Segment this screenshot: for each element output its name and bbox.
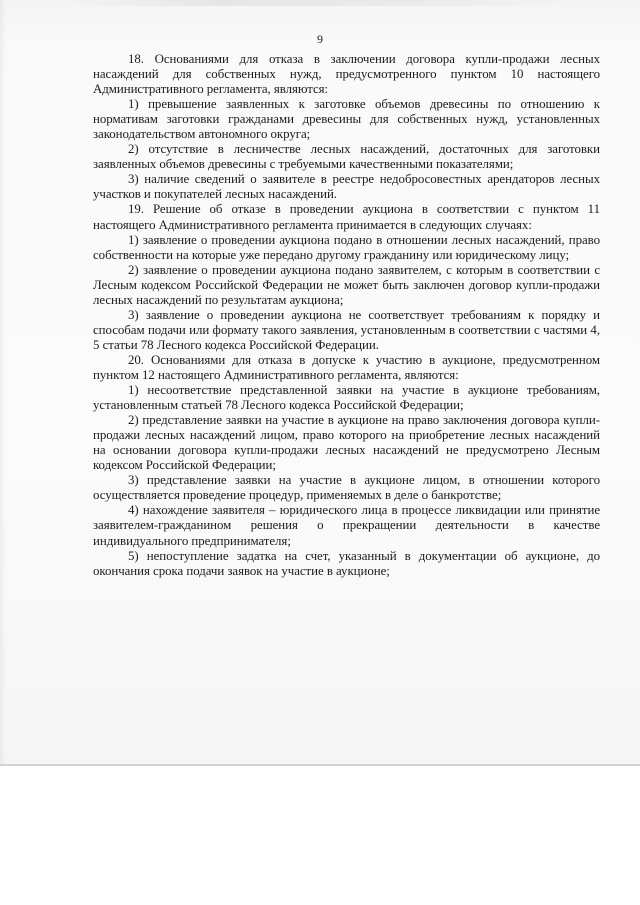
clause-19-intro: 19. Решение об отказе в проведении аукциона в соответствии с пунктом 11 настоящего Административного регламента принимается в следующих случаях:	[93, 202, 600, 232]
clause-19-item-1: 1) заявление о проведении аукциона подано в отношении лесных насаждений, право собственности на которые уже передано другому гражданину или юридическому лицу;	[93, 232, 600, 262]
clause-20-intro: 20. Основаниями для отказа в допуске к участию в аукционе, предусмотренном пунктом 12 настоящего Административного регламента, являются:	[93, 352, 600, 382]
document-body	[93, 52, 600, 579]
scan-bottom-edge	[0, 764, 640, 766]
clause-20-item-1: 1) несоответствие представленной заявки на участие в аукционе требованиям, установленным статьей 78 Лесного кодекса Российской Федерации;	[93, 383, 600, 413]
clause-18-item-2: 2) отсутствие в лесничестве лесных насаждений, достаточных для заготовки заявленных объемов древесины с требуемыми качественными показателями;	[93, 142, 600, 172]
clause-19-item-3: 3) заявление о проведении аукциона не соответствует требованиям к порядку и способам подачи или формату такого заявления, установленным в соответствии с частями 4, 5 статьи 78 Лесного кодекса Российской Федерации.	[93, 307, 600, 352]
clause-20-item-4: 4) нахождение заявителя – юридического лица в процессе ликвидации или принятие заявителем-гражданином решения о прекращении деятельности в качестве индивидуального предпринимателя;	[93, 503, 600, 548]
clause-18-item-1: 1) превышение заявленных к заготовке объемов древесины по отношению к нормативам заготовки гражданами древесины для собственных нужд, установленных законодательством автономного округа;	[93, 97, 600, 142]
clause-19-item-2: 2) заявление о проведении аукциона подано заявителем, с которым в соответствии с Лесным кодексом Российской Федерации не может быть заключен договор купли-продажи лесных насаждений по результатам аукциона;	[93, 262, 600, 307]
page-number: 9	[317, 32, 323, 46]
clause-20-item-3: 3) представление заявки на участие в аукционе лицом, в отношении которого осуществляется проведение процедур, применяемых в деле о банкротстве;	[93, 473, 600, 503]
clause-18-intro: 18. Основаниями для отказа в заключении договора купли-продажи лесных насаждений для собственных нужд, предусмотренного пунктом 10 настоящего Административного регламента, являются:	[93, 52, 600, 97]
clause-20-item-2: 2) представление заявки на участие в аукционе на право заключения договора купли-продажи лесных насаждений лицом, право которого на приобретение лесных насаждений на основании договора купли-продажи лесных насаждений не предусмотрено Лесным кодексом Российской Федерации;	[93, 413, 600, 473]
clause-20-item-5: 5) непоступление задатка на счет, указанный в документации об аукционе, до окончания срока подачи заявок на участие в аукционе;	[93, 548, 600, 578]
scan-top-shadow	[60, 0, 580, 6]
clause-18-item-3: 3) наличие сведений о заявителе в реестре недобросовестных арендаторов лесных участков и покупателей лесных насаждений.	[93, 172, 600, 202]
scan-left-shadow	[0, 0, 6, 766]
